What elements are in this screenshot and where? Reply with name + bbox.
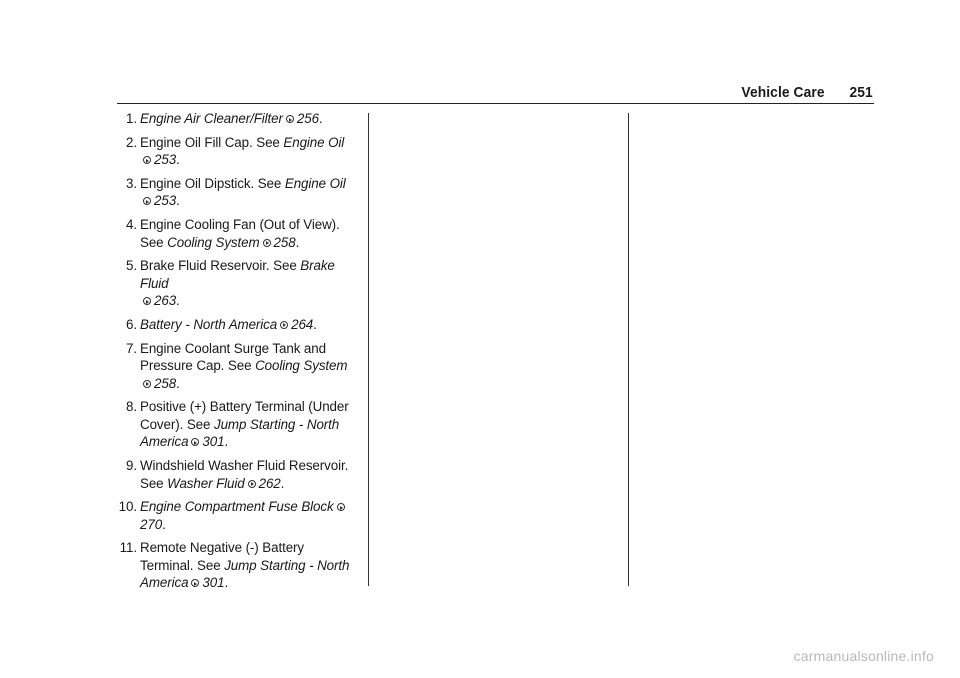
page-reference-icon xyxy=(248,480,256,488)
list-item xyxy=(117,398,357,451)
page-reference-icon xyxy=(143,380,151,388)
item-text: . xyxy=(176,375,180,391)
item-number: 5. xyxy=(126,258,137,274)
cross-reference-link[interactable]: Engine Oil xyxy=(284,175,346,191)
page-reference-icon xyxy=(143,197,151,205)
section-title: Vehicle Care xyxy=(741,84,825,101)
cross-reference-link[interactable]: Cooling System xyxy=(167,234,260,250)
cross-reference-link[interactable]: Engine Oil xyxy=(283,134,345,150)
cross-reference-link[interactable]: Washer Fluid xyxy=(167,475,245,491)
page-reference-number[interactable]: 270 xyxy=(140,516,163,532)
item-text: . xyxy=(162,516,166,532)
cross-reference-link[interactable]: Cooling System xyxy=(255,358,348,374)
cross-reference-link[interactable]: Battery - North America xyxy=(140,316,278,332)
cross-reference-link[interactable]: Jump Starting - North America xyxy=(140,416,340,450)
item-text: Engine Cooling Fan (Out of View). See xyxy=(140,217,340,250)
list-item xyxy=(117,134,357,169)
cross-reference-link[interactable]: Engine Compartment Fuse Block xyxy=(140,499,334,515)
column-divider-2 xyxy=(628,113,629,586)
page-reference-number[interactable]: 263 xyxy=(154,293,177,309)
column-divider-1 xyxy=(368,113,369,586)
item-text: . xyxy=(295,234,300,250)
list-item xyxy=(117,216,357,251)
item-text: . xyxy=(176,152,180,168)
item-text: Positive (+) Battery Terminal (Under Cover). See xyxy=(140,399,349,432)
item-text: . xyxy=(176,293,180,309)
list-item xyxy=(117,110,357,128)
item-number: 11. xyxy=(119,540,137,556)
page-reference-icon xyxy=(143,297,151,305)
item-number: 2. xyxy=(126,134,137,150)
item-text: . xyxy=(224,575,229,591)
item-text: Engine Oil Dipstick. See xyxy=(140,175,285,191)
watermark: carmanualsonline.info xyxy=(793,648,934,664)
page-reference-number[interactable]: 258 xyxy=(273,234,296,250)
item-text: . xyxy=(313,316,317,332)
item-text: Brake Fluid Reservoir. See xyxy=(140,258,301,274)
item-number: 7. xyxy=(126,340,137,356)
item-text: . xyxy=(318,111,323,126)
item-text: Engine Oil Fill Cap. See xyxy=(140,134,284,150)
item-text: . xyxy=(280,475,285,491)
page-number: 251 xyxy=(849,84,873,101)
item-text: Engine Coolant Surge Tank and Pressure Cap. See xyxy=(140,340,326,374)
cross-reference-link[interactable]: Brake Fluid xyxy=(140,258,335,291)
header-rule xyxy=(117,103,874,104)
page-reference-number[interactable]: 253 xyxy=(154,193,177,209)
list-item xyxy=(117,457,357,492)
engine-compartment-legend xyxy=(117,110,357,598)
page-reference-number[interactable]: 301 xyxy=(202,575,225,591)
item-text: Windshield Washer Fluid Reservoir. See xyxy=(140,458,349,491)
item-number: 4. xyxy=(126,217,137,233)
page-reference-number[interactable]: 256 xyxy=(296,111,319,126)
page-header xyxy=(742,84,873,101)
page-reference-number[interactable]: 253 xyxy=(154,152,177,168)
list-item xyxy=(117,175,357,210)
item-number: 3. xyxy=(126,175,137,191)
page-reference-icon xyxy=(191,579,199,587)
item-number: 1. xyxy=(126,111,137,126)
cross-reference-link[interactable]: Jump Starting - North America xyxy=(140,557,350,591)
list-item xyxy=(117,539,357,592)
page-reference-icon xyxy=(263,239,271,247)
item-number: 6. xyxy=(126,316,137,332)
page-reference-icon xyxy=(337,503,345,511)
page-reference-icon xyxy=(286,115,294,123)
item-number: 8. xyxy=(126,399,137,415)
page-reference-icon xyxy=(280,321,288,329)
list-item xyxy=(117,340,357,393)
page-reference-number[interactable]: 301 xyxy=(202,434,225,450)
list-item xyxy=(117,316,357,334)
item-text: . xyxy=(224,434,229,450)
list-item xyxy=(117,498,357,533)
cross-reference-link[interactable]: Engine Air Cleaner/Filter xyxy=(140,111,283,126)
item-number: 9. xyxy=(126,458,137,473)
item-text: . xyxy=(176,193,180,209)
list-item xyxy=(117,257,357,310)
page-reference-number[interactable]: 262 xyxy=(258,475,281,491)
page-reference-icon xyxy=(191,438,199,446)
item-text: Remote Negative (-) Battery Terminal. See xyxy=(140,540,304,573)
page-reference-icon xyxy=(143,156,151,164)
page-reference-number[interactable]: 264 xyxy=(291,316,314,332)
item-number: 10. xyxy=(118,499,137,515)
page-reference-number[interactable]: 258 xyxy=(154,375,177,391)
